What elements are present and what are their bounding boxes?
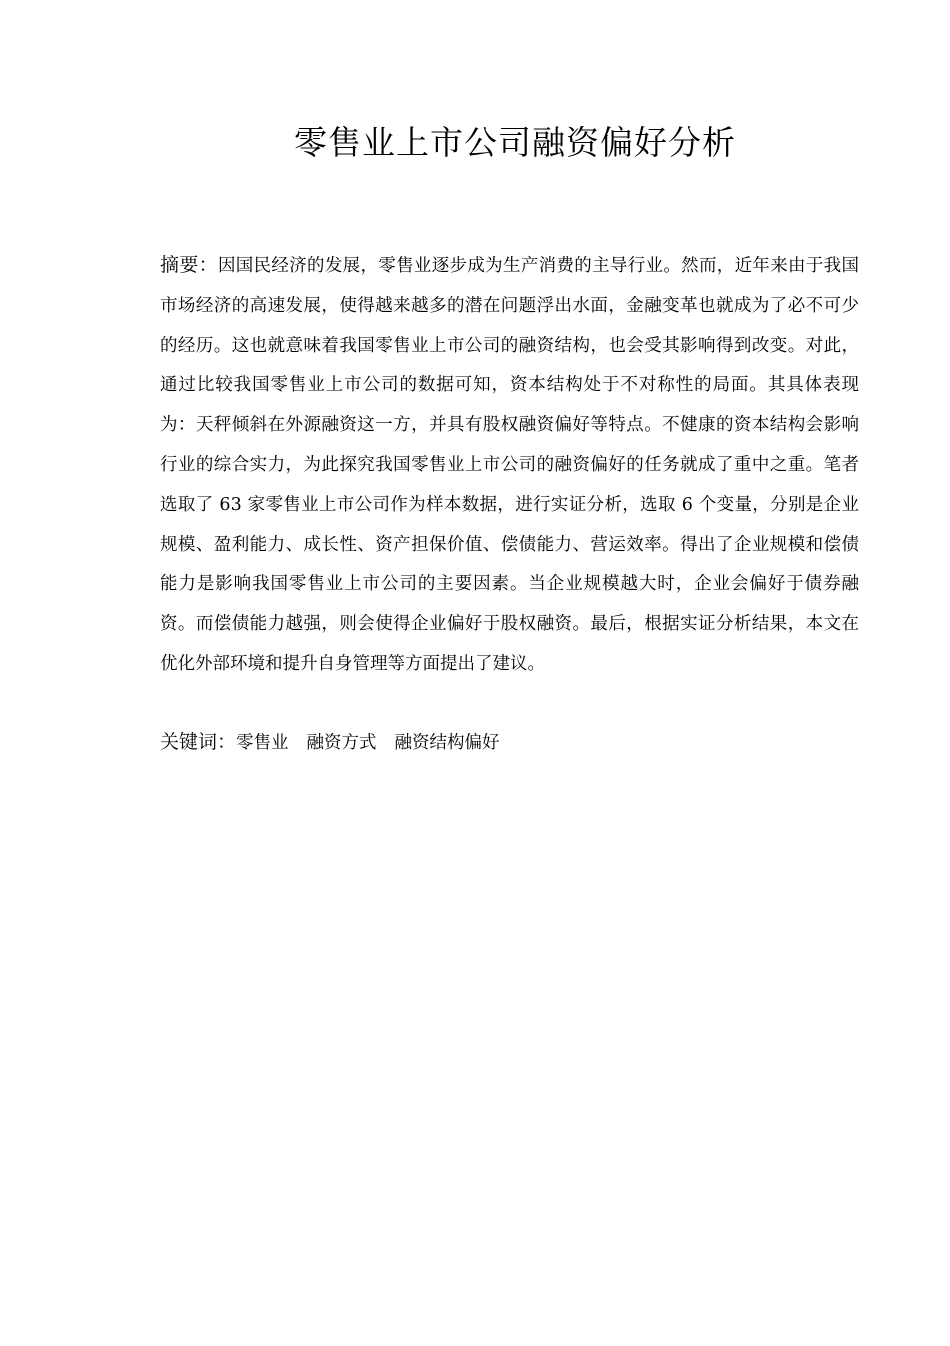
keyword: 融资方式 <box>306 733 377 753</box>
abstract-label: 摘要： <box>160 254 218 276</box>
keyword: 零售业 <box>236 733 289 753</box>
document-title: 零售业上市公司融资偏好分析 <box>294 123 736 162</box>
keyword: 融资结构偏好 <box>394 733 500 753</box>
abstract-text: 因国民经济的发展，零售业逐步成为生产消费的主导行业。然而，近年来由于我国市场经济的高速发展，使得越来越多的潜在问题浮出水面，金融变革也就成为了必不可少的经历。这也就意味着我国零售业上市公司的融资结构，也会受其影响得到改变。对此，通过比较我国零售业上市公司的数据可知，资本结构处于不对称性的局面。其具体表现为：天秤倾斜在外源融资这一方，并具有股权融资偏好等特点。不健康的资本结构会影响行业的综合实力，为此探究我国零售业上市公司的融资偏好的任务就成了重中之重。笔者选取了 63 家零售业上市公司作为样本数据，进行实证分析，选取 6 个变量，分别是企业规模、盈利能力、成长性、资产担保价值、偿债能力、营运效率。得出了企业规模和偿债能力是影响我国零售业上市公司的主要因素。当企业规模越大时，企业会偏好于债券融资。而偿债能力越强，则会使得企业偏好于股权融资。最后，根据实证分析结果，本文在优化外部环境和提升自身管理等方面提出了建议。 <box>160 256 859 674</box>
keywords-line <box>160 724 859 761</box>
keywords-label: 关键词： <box>160 731 237 753</box>
abstract-paragraph <box>160 246 859 685</box>
